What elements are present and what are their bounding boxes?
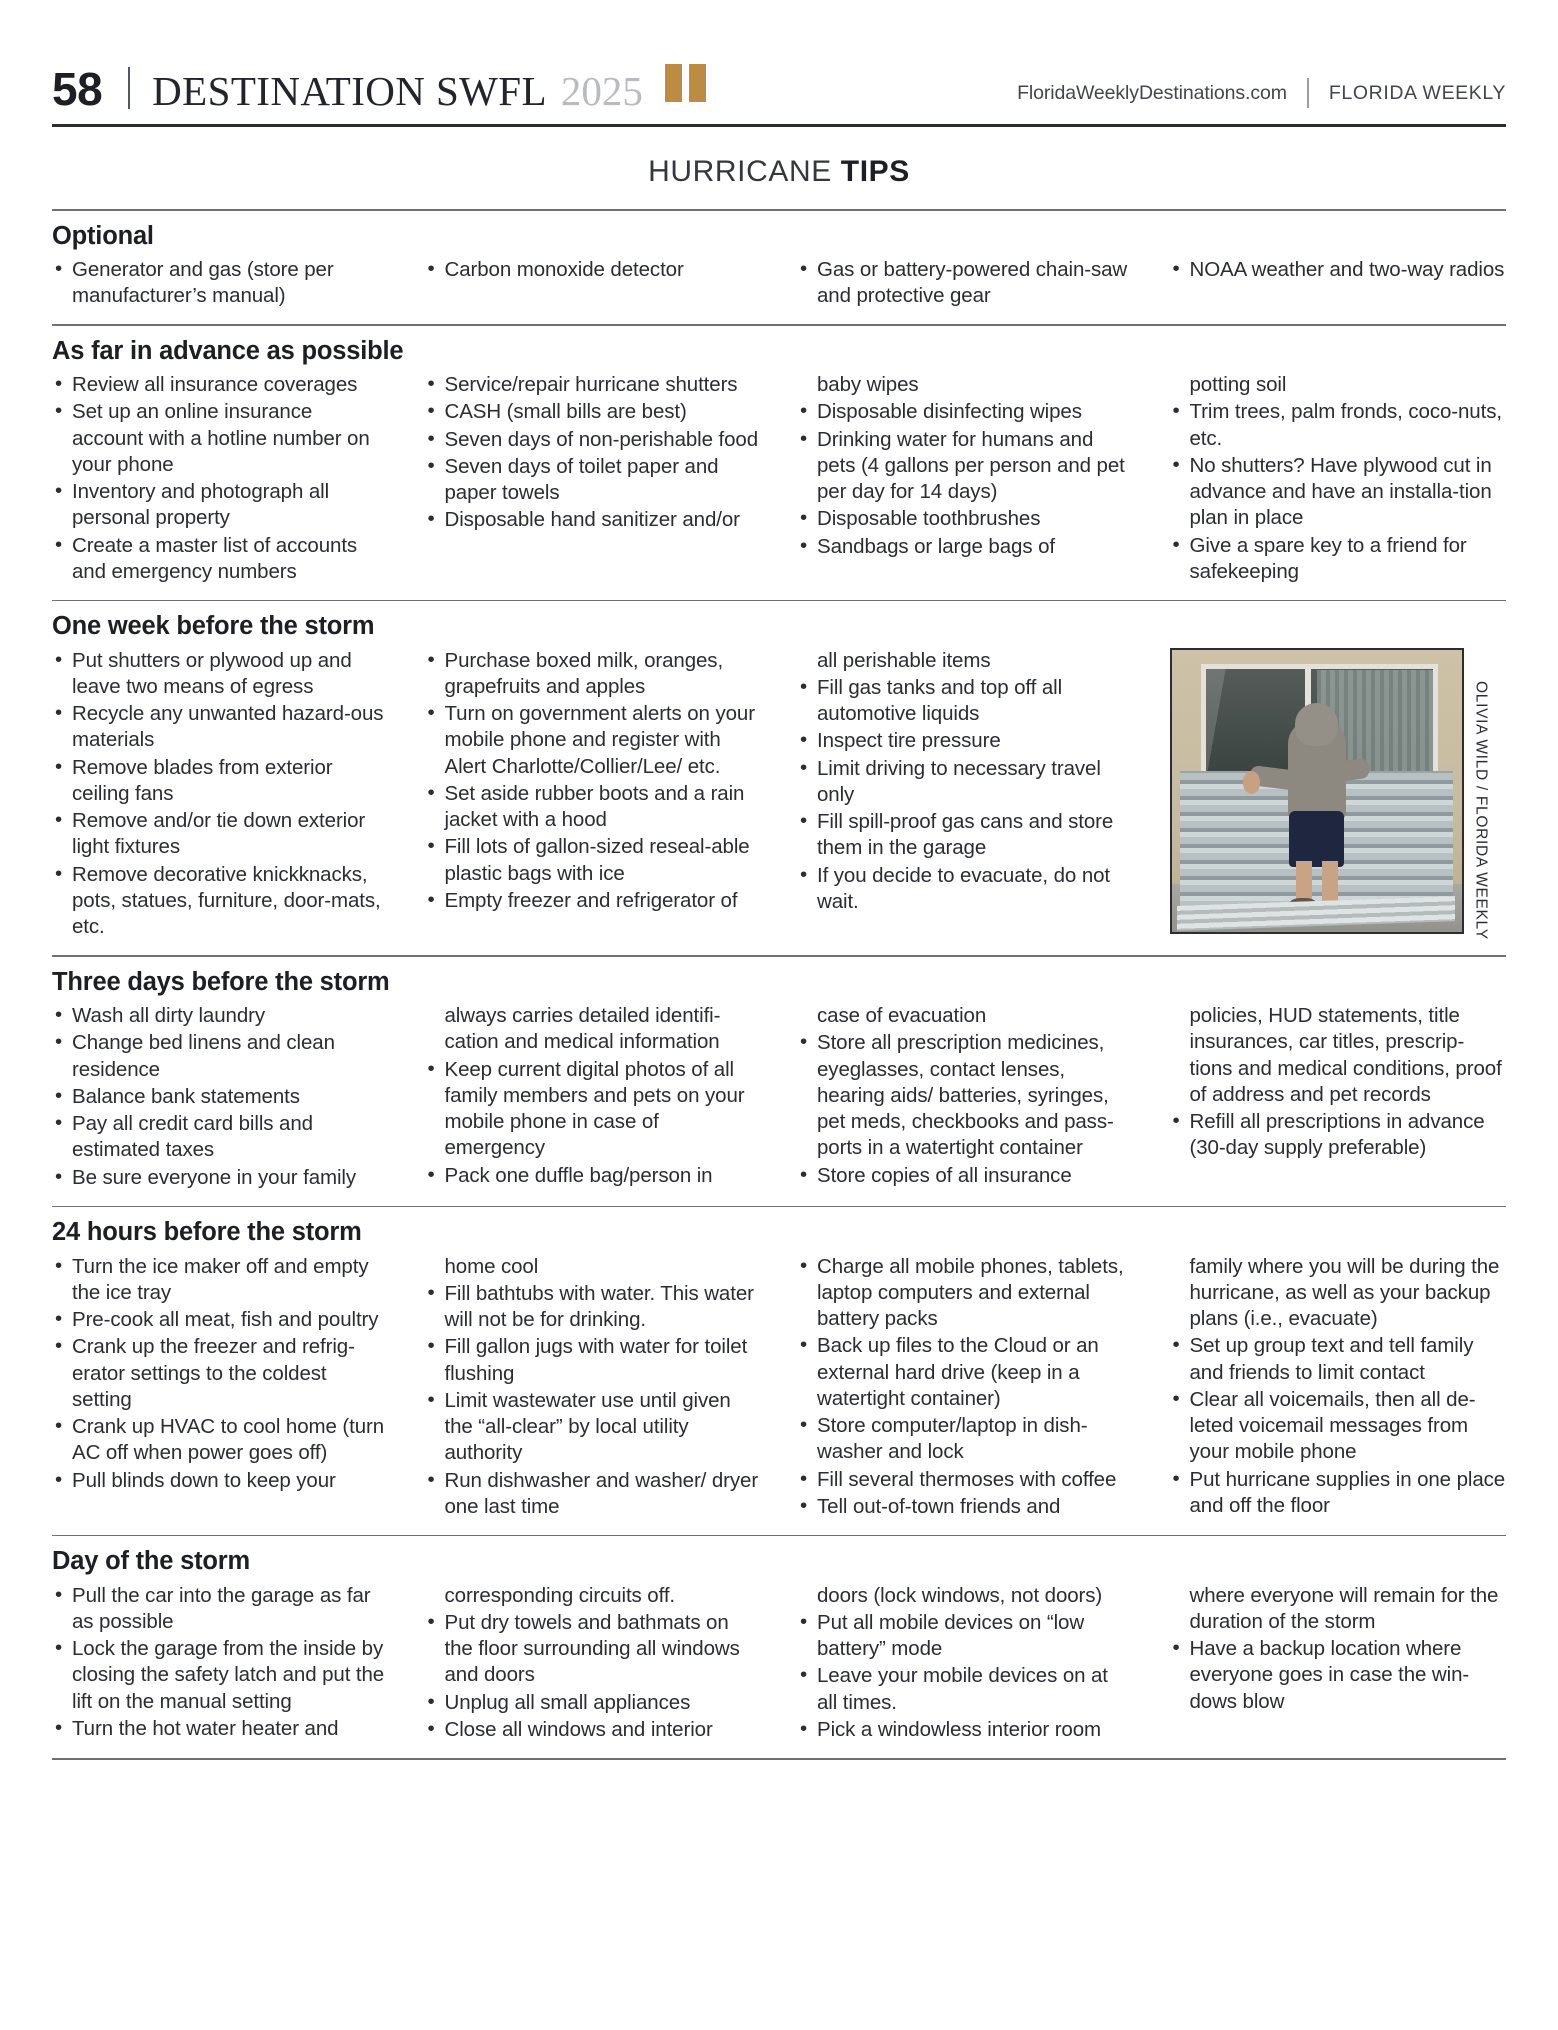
- tip-list: [1170, 1254, 1507, 1521]
- list-item-text: potting soil: [1189, 373, 1287, 397]
- bullet-icon: •: [427, 647, 435, 671]
- bullet-icon: •: [55, 372, 63, 396]
- list-item-text: Charge all mobile phones, tablets, laptop computers and external battery packs: [817, 1254, 1124, 1331]
- masthead-left: [52, 63, 706, 115]
- list-item-text: Put all mobile devices on “low battery” mode: [817, 1611, 1085, 1661]
- list-item: [1170, 453, 1507, 532]
- list-item: [1170, 257, 1507, 283]
- list-item-text: case of evacuation: [817, 1004, 987, 1028]
- section-heading: 24 hours before the storm: [52, 1218, 362, 1247]
- list-item: [52, 1414, 389, 1466]
- section-heading: Day of the storm: [52, 1547, 250, 1576]
- tip-list: [52, 372, 389, 586]
- list-item-text: all perishable items: [817, 648, 991, 672]
- tip-list: [425, 1003, 762, 1192]
- list-item-text: Inventory and photograph all personal property: [72, 480, 330, 530]
- list-item-text: Store all prescription medicines, eyeglasses, contact lenses, hearing aids/ batteries, syringes, pet meds, checkbooks and pass-ports in a watertight container: [817, 1031, 1114, 1160]
- section-columns: [52, 257, 1506, 310]
- list-item: [797, 427, 1134, 506]
- bullet-icon: •: [1172, 1636, 1180, 1660]
- bullet-icon: •: [55, 256, 63, 280]
- list-item-text: policies, HUD statements, title insurances, car titles, prescrip-tions and medical conditions, proof of address and pet records: [1189, 1004, 1502, 1106]
- list-item-text: Disposable disinfecting wipes: [817, 400, 1082, 424]
- bullet-icon: •: [1172, 532, 1180, 556]
- section-columns: [52, 1583, 1506, 1744]
- list-item-text: Disposable toothbrushes: [817, 507, 1041, 531]
- list-item-text: Fill spill-proof gas cans and store them in the garage: [817, 810, 1114, 860]
- bullet-icon: •: [55, 647, 63, 671]
- list-item: [425, 399, 762, 425]
- bullet-icon: •: [427, 1334, 435, 1358]
- list-item-text: Empty freezer and refrigerator of: [444, 888, 738, 912]
- bullet-icon: •: [55, 399, 63, 423]
- list-item: [797, 863, 1134, 915]
- list-item: [797, 675, 1134, 727]
- list-item: [52, 1468, 389, 1494]
- list-item-text: Set up group text and tell family and friends to limit contact: [1189, 1334, 1474, 1384]
- list-item-text: where everyone will remain for the duration of the storm: [1189, 1583, 1499, 1634]
- list-item-text: Store computer/laptop in dish-washer and lock: [817, 1414, 1088, 1464]
- list-item-text: Change bed linens and clean residence: [72, 1031, 335, 1081]
- bullet-icon: •: [55, 1307, 63, 1331]
- brand-name: FLORIDA WEEKLY: [1328, 81, 1506, 104]
- bullet-icon: •: [427, 1610, 435, 1634]
- tip-list: [52, 257, 389, 310]
- list-item: [425, 1468, 762, 1520]
- list-item: [425, 257, 762, 283]
- list-item-text: CASH (small bills are best): [444, 400, 687, 424]
- bullet-icon: •: [427, 372, 435, 396]
- list-item: [425, 701, 762, 780]
- list-item: [52, 1111, 389, 1163]
- publication-year: 2025: [560, 68, 643, 114]
- tip-list: [797, 1003, 1134, 1192]
- list-item: [1170, 372, 1507, 398]
- list-item: [797, 1610, 1134, 1662]
- list-item-text: Remove blades from exterior ceiling fans: [72, 755, 333, 805]
- publication-title: DESTINATION SWFL: [152, 68, 547, 114]
- bullet-icon: •: [55, 532, 63, 556]
- bullet-icon: •: [55, 1030, 63, 1054]
- bullet-icon: •: [800, 1663, 808, 1687]
- list-item: [797, 506, 1134, 532]
- list-item: [797, 372, 1134, 398]
- bullet-icon: •: [55, 861, 63, 885]
- list-item: [797, 399, 1134, 425]
- list-item: [425, 1717, 762, 1743]
- bullet-icon: •: [427, 887, 435, 911]
- list-item: [797, 809, 1134, 861]
- masthead-divider-2: [1307, 78, 1309, 108]
- bullet-icon: •: [55, 808, 63, 832]
- list-item: [52, 479, 389, 531]
- list-item-text: Turn on government alerts on your mobile phone and register with Alert Charlotte/Collier/Lee/ etc.: [444, 702, 755, 778]
- list-item-text: Turn the ice maker off and empty the ice tray: [72, 1254, 369, 1304]
- list-item: [52, 1165, 389, 1191]
- list-item: [797, 756, 1134, 808]
- list-item-text: Lock the garage from the inside by closing the safety latch and put the lift on the manual setting: [72, 1637, 385, 1713]
- list-item-text: Recycle any unwanted hazard-ous materials: [72, 702, 384, 752]
- bullet-icon: •: [55, 1582, 63, 1606]
- list-item-text: If you decide to evacuate, do not wait.: [817, 863, 1111, 913]
- list-item: [52, 1583, 389, 1635]
- list-item-text: Be sure everyone in your family: [72, 1165, 357, 1189]
- section-heading: As far in advance as possible: [52, 336, 404, 365]
- page-number: 58: [52, 63, 103, 115]
- list-item-text: Sandbags or large bags of: [817, 534, 1055, 558]
- bullet-icon: •: [55, 1003, 63, 1027]
- bullet-icon: •: [800, 1333, 808, 1357]
- list-item: [425, 1610, 762, 1689]
- bullet-icon: •: [800, 728, 808, 752]
- bullet-icon: •: [427, 1280, 435, 1304]
- list-item: [425, 372, 762, 398]
- bullet-icon: •: [55, 479, 63, 503]
- list-item: [797, 728, 1134, 754]
- list-item: [1170, 1467, 1507, 1519]
- list-item-text: Pay all credit card bills and estimated taxes: [72, 1112, 313, 1162]
- list-item-text: Fill bathtubs with water. This water will not be for drinking.: [444, 1281, 754, 1332]
- bullet-icon: •: [1172, 452, 1180, 476]
- bullet-icon: •: [427, 780, 435, 804]
- section: [52, 601, 1506, 956]
- section-heading: One week before the storm: [52, 612, 375, 641]
- list-item: [425, 834, 762, 886]
- tip-list: [797, 648, 1134, 942]
- list-item-text: Set up an online insurance account with a hotline number on your phone: [72, 400, 370, 476]
- list-item-text: baby wipes: [817, 373, 919, 397]
- bullet-icon: •: [427, 1689, 435, 1713]
- tip-list: [425, 648, 762, 942]
- bullet-icon: •: [427, 256, 435, 280]
- list-item: [797, 1663, 1134, 1715]
- tip-list: [52, 1583, 389, 1744]
- list-item-text: Pull blinds down to keep your: [72, 1468, 336, 1492]
- bullet-icon: •: [1172, 1386, 1180, 1410]
- bullet-icon: •: [55, 1111, 63, 1135]
- list-item: [425, 888, 762, 914]
- section-columns: [52, 1254, 1506, 1521]
- list-item: [52, 1334, 389, 1413]
- bullet-icon: •: [427, 1467, 435, 1491]
- list-item: [425, 1388, 762, 1467]
- list-item-text: Fill lots of gallon-sized reseal-able plastic bags with ice: [444, 835, 750, 885]
- list-item: [52, 399, 389, 478]
- list-item: [425, 648, 762, 700]
- photo-credit: OLIVIA WILD / FLORIDA WEEKLY: [1472, 680, 1490, 940]
- list-item: [52, 1307, 389, 1333]
- list-item: [1170, 399, 1507, 451]
- list-item: [797, 1254, 1134, 1333]
- bullet-icon: •: [800, 755, 808, 779]
- list-item-text: Refill all prescriptions in advance (30-day supply preferable): [1189, 1110, 1485, 1160]
- tip-list: [797, 257, 1134, 310]
- section-heading: Optional: [52, 221, 154, 250]
- bullet-icon: •: [427, 1387, 435, 1411]
- tip-list: [425, 1254, 762, 1521]
- list-item: [52, 808, 389, 860]
- bullet-icon: •: [800, 1253, 808, 1277]
- list-item-text: Create a master list of accounts and emergency numbers: [72, 533, 358, 583]
- list-item: [797, 1333, 1134, 1412]
- list-item-text: Purchase boxed milk, oranges, grapefruits and apples: [444, 648, 724, 699]
- list-item-text: doors (lock windows, not doors): [817, 1583, 1103, 1607]
- list-item-text: Leave your mobile devices on at all times.: [817, 1664, 1108, 1714]
- section: [52, 211, 1506, 326]
- list-item: [1170, 1003, 1507, 1108]
- list-item-text: Remove and/or tie down exterior light fixtures: [72, 809, 366, 859]
- list-item-text: Trim trees, palm fronds, coco-nuts, etc.: [1189, 400, 1502, 450]
- list-item-text: Put shutters or plywood up and leave two means of egress: [72, 648, 352, 699]
- list-item: [1170, 1387, 1507, 1466]
- list-item-text: NOAA weather and two-way radios: [1189, 257, 1505, 281]
- bullet-icon: •: [800, 675, 808, 699]
- masthead-divider: [128, 67, 130, 109]
- list-item-text: No shutters? Have plywood cut in advance and have an installa-tion plan in place: [1189, 453, 1492, 530]
- website-url[interactable]: FloridaWeeklyDestinations.com: [1017, 81, 1287, 104]
- bullet-icon: •: [55, 1334, 63, 1358]
- list-item: [425, 1163, 762, 1189]
- list-item-text: Review all insurance coverages: [72, 373, 358, 397]
- logo-block-left: [665, 64, 682, 102]
- page-title-bold: TIPS: [840, 155, 910, 188]
- bullet-icon: •: [55, 1467, 63, 1491]
- list-item-text: Put hurricane supplies in one place and off the floor: [1189, 1467, 1506, 1517]
- list-item-text: Fill gallon jugs with water for toilet flushing: [444, 1335, 748, 1385]
- bullet-icon: •: [800, 1030, 808, 1054]
- list-item: [425, 427, 762, 453]
- list-item: [1170, 533, 1507, 585]
- bullet-icon: •: [1172, 1109, 1180, 1133]
- list-item: [425, 1690, 762, 1716]
- list-item-text: Pre-cook all meat, fish and poultry: [72, 1308, 379, 1332]
- bullet-icon: •: [427, 453, 435, 477]
- list-item: [425, 507, 762, 533]
- list-item: [52, 372, 389, 398]
- masthead: [52, 0, 1506, 115]
- list-item: [797, 1583, 1134, 1609]
- list-item: [425, 1057, 762, 1162]
- section-columns: [52, 1003, 1506, 1192]
- list-item-text: Crank up the freezer and refrig-erator settings to the coldest setting: [72, 1335, 355, 1411]
- list-item-text: Close all windows and interior: [444, 1717, 713, 1741]
- list-item-text: Seven days of non-perishable food: [444, 427, 759, 451]
- list-item-text: Give a spare key to a friend for safekeeping: [1189, 533, 1467, 583]
- list-item-text: Fill several thermoses with coffee: [817, 1467, 1117, 1491]
- tip-list: [425, 257, 762, 310]
- bullet-icon: •: [800, 506, 808, 530]
- bullet-icon: •: [427, 701, 435, 725]
- list-item: [52, 257, 389, 309]
- section-columns: [52, 372, 1506, 586]
- section: [52, 1207, 1506, 1536]
- list-item: [425, 1334, 762, 1386]
- list-item: [797, 1717, 1134, 1743]
- tip-list: [797, 1583, 1134, 1744]
- list-item: [52, 648, 389, 700]
- list-item-text: Inspect tire pressure: [817, 729, 1001, 753]
- bullet-icon: •: [427, 834, 435, 858]
- bullet-icon: •: [800, 1610, 808, 1634]
- bullet-icon: •: [1172, 1466, 1180, 1490]
- list-item: [52, 1084, 389, 1110]
- logo-blocks-icon: [665, 64, 706, 102]
- list-item-text: Balance bank statements: [72, 1084, 300, 1108]
- list-item: [1170, 1636, 1507, 1715]
- bullet-icon: •: [427, 399, 435, 423]
- bullet-icon: •: [55, 1715, 63, 1739]
- list-item: [425, 1003, 762, 1055]
- list-item-text: Disposable hand sanitizer and/or: [444, 508, 740, 532]
- bullet-icon: •: [800, 1413, 808, 1437]
- bullet-icon: •: [1172, 399, 1180, 423]
- list-item-text: home cool: [444, 1254, 539, 1278]
- bullet-icon: •: [800, 1466, 808, 1490]
- list-item-text: Keep current digital photos of all family members and pets on your mobile phone in case of emergency: [444, 1057, 745, 1160]
- list-item-text: Clear all voicemails, then all de-leted voicemail messages from your mobile phone: [1189, 1387, 1476, 1464]
- page-title: [52, 127, 1506, 209]
- bullet-icon: •: [55, 1083, 63, 1107]
- list-item-text: Drinking water for humans and pets (4 gallons per person and pet per day for 14 days): [817, 427, 1125, 504]
- list-item: [1170, 1583, 1507, 1635]
- list-item: [425, 1254, 762, 1280]
- list-item: [1170, 1254, 1507, 1333]
- list-item-text: Service/repair hurricane shutters: [444, 373, 738, 397]
- list-item: [1170, 1333, 1507, 1385]
- tip-list: [52, 648, 389, 942]
- list-item: [52, 862, 389, 941]
- list-item: [797, 1163, 1134, 1189]
- list-item-text: corresponding circuits off.: [444, 1583, 676, 1607]
- list-item-text: always carries detailed identifi-cation and medical information: [444, 1004, 721, 1054]
- list-item: [797, 1467, 1134, 1493]
- list-item-text: Limit driving to necessary travel only: [817, 756, 1101, 806]
- bullet-icon: •: [800, 426, 808, 450]
- bullet-icon: •: [55, 754, 63, 778]
- bullet-icon: •: [55, 701, 63, 725]
- list-item-text: Tell out-of-town friends and: [817, 1494, 1061, 1518]
- bullet-icon: •: [427, 507, 435, 531]
- tip-list: [52, 1003, 389, 1192]
- list-item: [52, 1716, 389, 1742]
- tip-list: [1170, 257, 1507, 310]
- list-item: [425, 1281, 762, 1333]
- sections-container: [52, 211, 1506, 1760]
- list-item: [52, 701, 389, 753]
- list-item: [52, 1636, 389, 1715]
- list-item: [797, 1413, 1134, 1465]
- list-item-text: Pull the car into the garage as far as possible: [72, 1583, 371, 1634]
- tip-list: [1170, 372, 1507, 586]
- tip-list: [1170, 1003, 1507, 1192]
- section: [52, 326, 1506, 602]
- list-item: [52, 755, 389, 807]
- list-item: [425, 454, 762, 506]
- list-item-text: Generator and gas (store per manufacturer’s manual): [72, 257, 334, 308]
- list-item-text: Seven days of toilet paper and paper towels: [444, 454, 719, 505]
- list-item: [425, 1583, 762, 1609]
- bullet-icon: •: [800, 809, 808, 833]
- list-item: [797, 1030, 1134, 1161]
- bullet-icon: •: [55, 1253, 63, 1277]
- masthead-right: [1017, 78, 1506, 112]
- list-item-text: family where you will be during the hurricane, as well as your backup plans (i.e., evacuate): [1189, 1254, 1500, 1331]
- bullet-icon: •: [1172, 256, 1180, 280]
- section: [52, 1536, 1506, 1759]
- list-item-text: Have a backup location where everyone goes in case the win-dows blow: [1189, 1637, 1470, 1713]
- list-item: [797, 648, 1134, 674]
- bullet-icon: •: [55, 1164, 63, 1188]
- list-item-text: Remove decorative knickknacks, pots, statues, furniture, door-mats, etc.: [72, 862, 381, 939]
- list-item: [1170, 1109, 1507, 1161]
- list-item-text: Pack one duffle bag/person in: [444, 1163, 713, 1187]
- bullet-icon: •: [800, 256, 808, 280]
- tip-list: [1170, 1583, 1507, 1744]
- list-item: [797, 1003, 1134, 1029]
- tip-list: [425, 372, 762, 586]
- bullet-icon: •: [800, 533, 808, 557]
- bullet-icon: •: [800, 862, 808, 886]
- page-title-light: HURRICANE: [648, 155, 841, 188]
- tip-list: [52, 1254, 389, 1521]
- section: [52, 957, 1506, 1207]
- list-item-text: Set aside rubber boots and a rain jacket with a hood: [444, 781, 745, 832]
- list-item: [52, 1030, 389, 1082]
- list-item: [797, 534, 1134, 560]
- bullet-icon: •: [800, 1716, 808, 1740]
- tip-list: [797, 1254, 1134, 1521]
- list-item: [52, 533, 389, 585]
- bullet-icon: •: [800, 399, 808, 423]
- section-heading: Three days before the storm: [52, 967, 390, 996]
- list-item: [52, 1003, 389, 1029]
- bullet-icon: •: [427, 426, 435, 450]
- bullet-icon: •: [427, 1162, 435, 1186]
- tip-list: [797, 372, 1134, 586]
- logo-block-right: [689, 64, 706, 102]
- list-item-text: Turn the hot water heater and: [72, 1716, 339, 1740]
- list-item: [425, 781, 762, 833]
- bullet-icon: •: [55, 1636, 63, 1660]
- list-item: [797, 1494, 1134, 1520]
- list-item-text: Unplug all small appliances: [444, 1690, 691, 1714]
- list-item-text: Carbon monoxide detector: [444, 257, 684, 281]
- list-item-text: Store copies of all insurance: [817, 1163, 1072, 1187]
- bullet-icon: •: [55, 1414, 63, 1438]
- photo-figure: [1170, 648, 1507, 942]
- list-item-text: Crank up HVAC to cool home (turn AC off when power goes off): [72, 1415, 385, 1465]
- list-item-text: Pick a windowless interior room: [817, 1717, 1102, 1741]
- list-item: [52, 1254, 389, 1306]
- bullet-icon: •: [427, 1056, 435, 1080]
- list-item-text: Fill gas tanks and top off all automotive liquids: [817, 676, 1063, 726]
- list-item-text: Wash all dirty laundry: [72, 1004, 266, 1028]
- section-columns: [52, 648, 1506, 942]
- list-item-text: Back up files to the Cloud or an external hard drive (keep in a watertight container): [817, 1334, 1099, 1410]
- hurricane-shutter-photo: [1170, 648, 1464, 934]
- list-item-text: Limit wastewater use until given the “all-clear” by local utility authority: [444, 1388, 731, 1465]
- list-item-text: Run dishwasher and washer/ dryer one last time: [444, 1468, 759, 1518]
- list-item-text: Gas or battery-powered chain-saw and protective gear: [817, 257, 1128, 308]
- bullet-icon: •: [800, 1162, 808, 1186]
- bullet-icon: •: [800, 1493, 808, 1517]
- list-item-text: Put dry towels and bathmats on the floor surrounding all windows and doors: [444, 1611, 740, 1687]
- list-item: [797, 257, 1134, 309]
- tip-list: [425, 1583, 762, 1744]
- bullet-icon: •: [1172, 1333, 1180, 1357]
- bullet-icon: •: [427, 1716, 435, 1740]
